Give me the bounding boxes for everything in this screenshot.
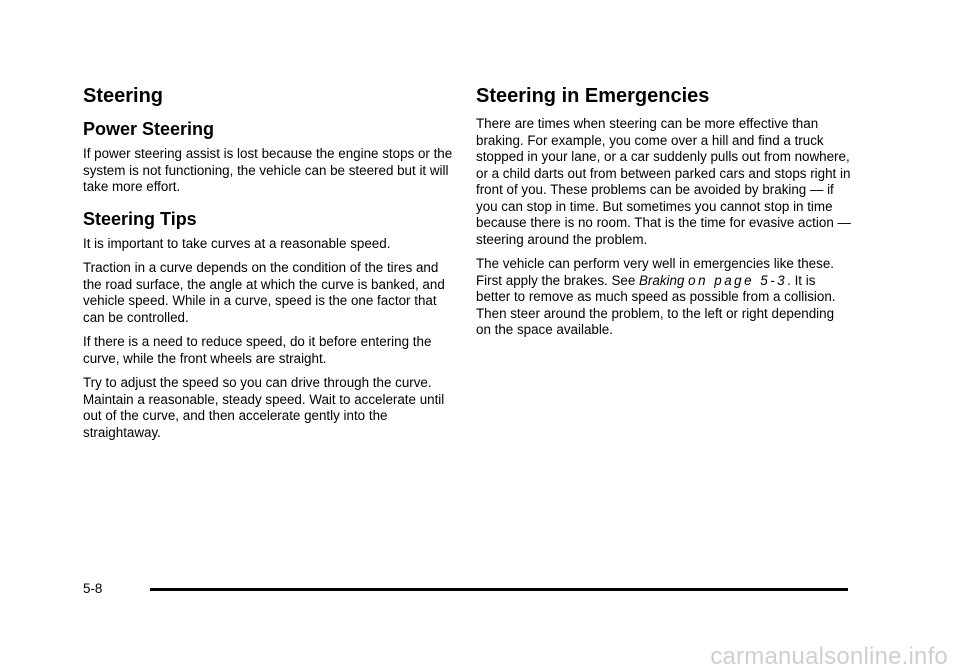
braking-page-reference-link[interactable]: on page 5-3 bbox=[688, 272, 788, 288]
section-title-steering: Steering bbox=[83, 85, 164, 107]
footer-rule bbox=[150, 588, 848, 591]
right-column bbox=[476, 80, 851, 347]
braking-cross-reference-link[interactable]: Braking bbox=[639, 272, 685, 288]
page-number: 5-8 bbox=[83, 581, 103, 596]
emergencies-paragraph-2-lead: The vehicle can perform very well in emergencies like these. First apply the brakes. See bbox=[476, 256, 834, 288]
emergencies-paragraph-2 bbox=[476, 256, 851, 339]
emergencies-paragraph-2-tail: . It is better to remove as much speed as possible from a collision. Then steer around the problem, to the left or right depending on the space available. bbox=[476, 272, 836, 337]
steering-tips-paragraph-4: Try to adjust the speed so you can drive through the curve. Maintain a reasonable, steady speed. Wait to accelerate until out of the curve, and then accelerate gently into the straightaway. bbox=[83, 375, 445, 440]
watermark: carmanualsonline.info bbox=[710, 643, 948, 670]
left-column bbox=[83, 80, 453, 449]
subheading-steering-tips: Steering Tips bbox=[83, 208, 197, 229]
steering-tips-paragraph-2: Traction in a curve depends on the condition of the tires and the road surface, the angle at which the curve is banked, and vehicle speed. While in a curve, speed is the one factor that can be controlled. bbox=[83, 260, 445, 325]
steering-tips-paragraph-3: If there is a need to reduce speed, do it before entering the curve, while the front wheels are straight. bbox=[83, 334, 432, 366]
subheading-power-steering: Power Steering bbox=[83, 119, 215, 139]
power-steering-paragraph: If power steering assist is lost because the engine stops or the system is not functioning, the vehicle can be steered but it will take more effort. bbox=[83, 146, 453, 194]
section-title-steering-in-emergencies: Steering in Emergencies bbox=[476, 85, 710, 107]
emergencies-paragraph-1: There are times when steering can be more effective than braking. For example, you come over a hill and find a truck stopped in your lane, or a car suddenly pulls out from nowhere, or a child darts out from between parked cars and stops right in front of you. These problems can be avoided by braking — if you can stop in time. But sometimes you cannot stop in time because there is no room. That is the time for evasive action — steering around the problem. bbox=[476, 116, 851, 247]
steering-tips-paragraph-1: It is important to take curves at a reasonable speed. bbox=[83, 235, 391, 251]
